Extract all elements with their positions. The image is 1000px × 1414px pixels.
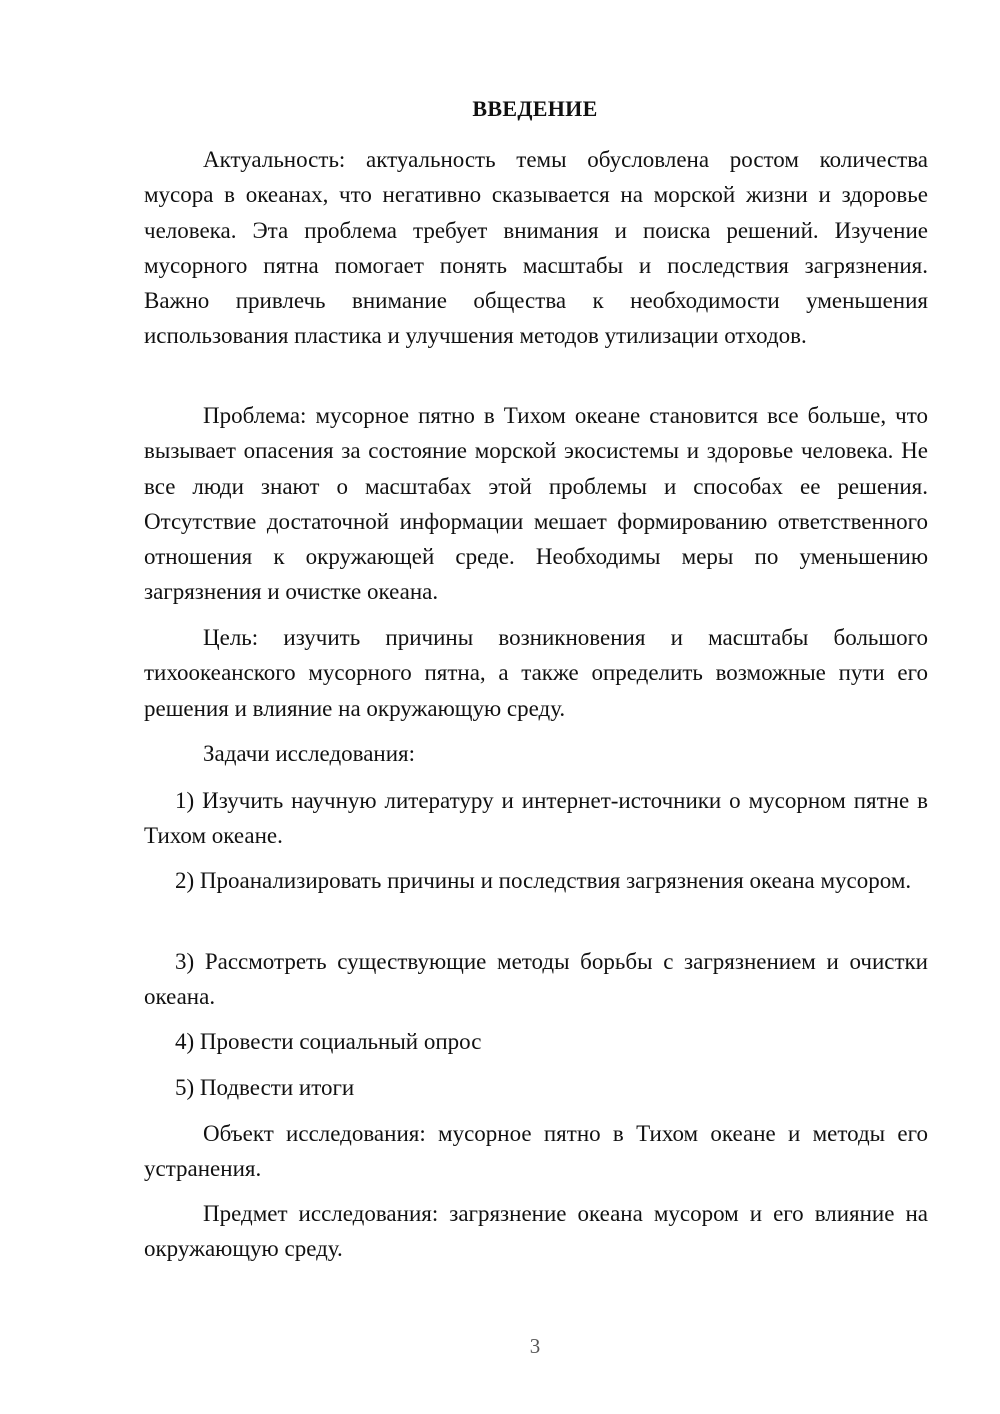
page-title: ВВЕДЕНИЕ (472, 96, 598, 121)
goal-paragraph: Цель: изучить причины возникновения и масштабы большого тихоокеанского мусорного пятна, а также определить возможные пути его решения и влияние на окружающую среду. (144, 625, 928, 721)
tasks-heading: Задачи исследования: (203, 741, 416, 766)
task-item-1: 1) Изучить научную литературу и интернет-источники о мусорном пятне в Тихом океане. (144, 788, 928, 849)
problem-paragraph: Проблема: мусорное пятно в Тихом океане становится все больше, что вызывает опасения за состояние морской экосистемы и здоровье человека. Не все люди знают о масштабах этой проблемы и способах ее решения. Отсутствие достаточной информации мешает формированию ответственного отношения к окружающей среде. Необходимы меры по уменьшению загрязнения и очистке океана. (144, 403, 928, 605)
object-paragraph: Объект исследования: мусорное пятно в Тихом океане и методы его устранения. (144, 1121, 928, 1182)
task-item-3: 3) Рассмотреть существующие методы борьбы с загрязнением и очистки океана. (144, 949, 928, 1010)
task-item-2: 2) Проанализировать причины и последствия загрязнения океана мусором. (175, 868, 912, 893)
relevance-paragraph: Актуальность: актуальность темы обусловлена ростом количества мусора в океанах, что негативно сказывается на морской жизни и здоровье человека. Эта проблема требует внимания и поиска решений. Изучение мусорного пятна помогает понять масштабы и последствия загрязнения. Важно привлечь внимание общества к необходимости уменьшения использования пластика и улучшения методов утилизации отходов. (144, 147, 928, 349)
task-item-4: 4) Провести социальный опрос (175, 1029, 482, 1054)
page-number: 3 (529, 1334, 541, 1358)
subject-paragraph: Предмет исследования: загрязнение океана мусором и его влияние на окружающую среду. (144, 1201, 928, 1262)
task-item-5: 5) Подвести итоги (175, 1075, 355, 1100)
